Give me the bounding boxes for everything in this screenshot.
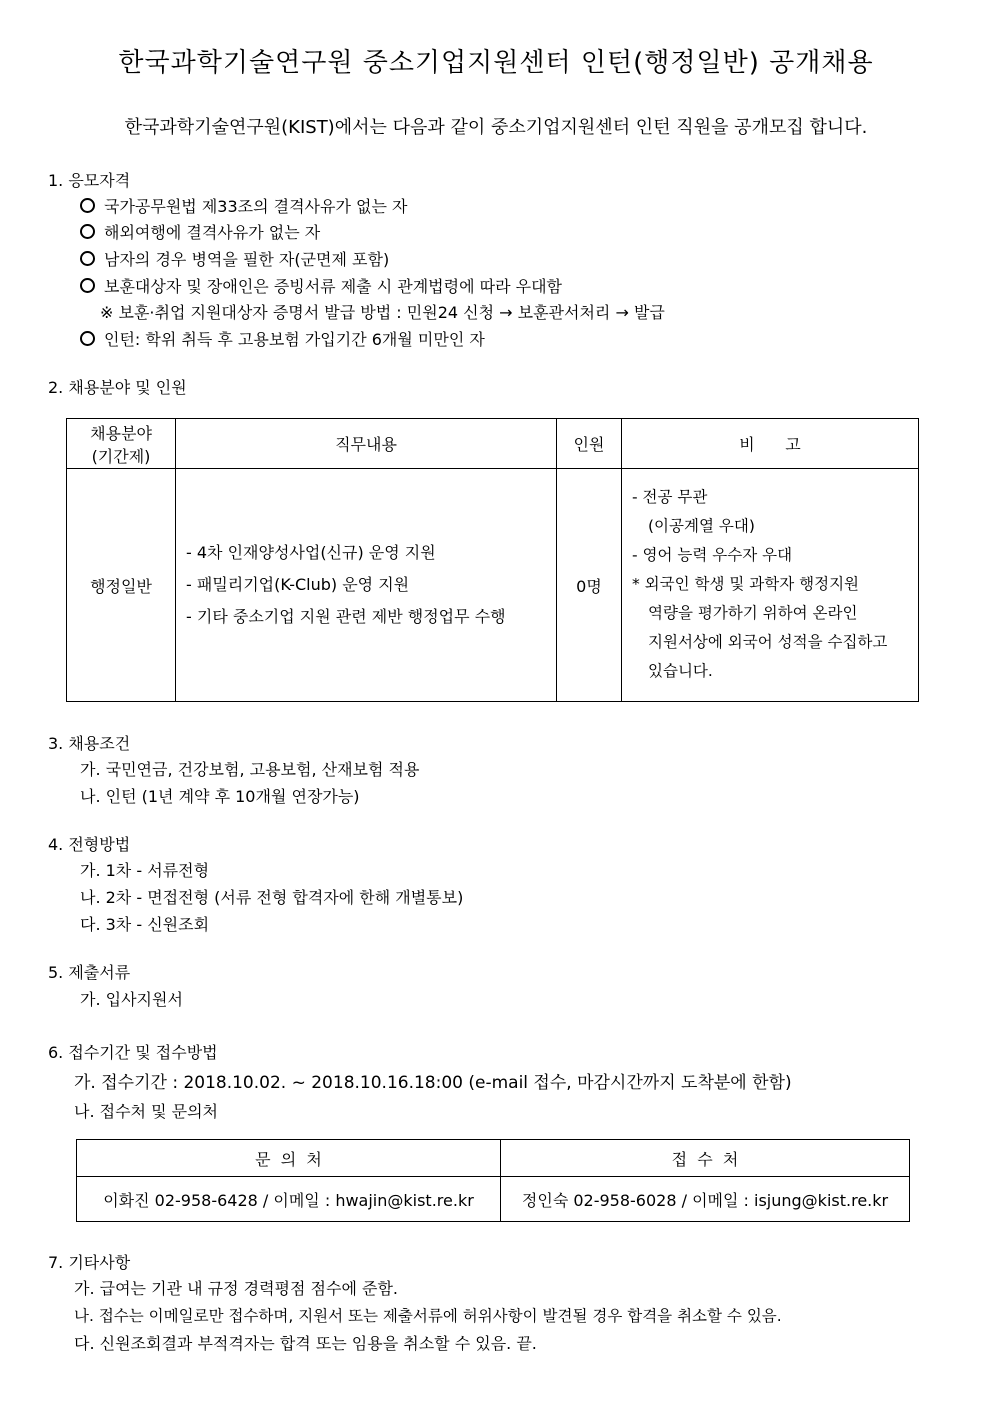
note-item: (이공계열 우대): [648, 517, 755, 535]
duty-item: - 기타 중소기업 지원 관련 제반 행정업무 수행: [186, 607, 506, 626]
misc-item: 가. 급여는 기관 내 규정 경력평점 점수에 준함.: [74, 1279, 398, 1298]
qualification-item: 남자의 경우 병역을 필한 자(군면제 포함): [80, 247, 389, 270]
misc-item: 다. 신원조회결과 부적격자는 합격 또는 임용을 취소할 수 있음. 끝.: [74, 1334, 537, 1353]
qualification-item: 보훈대상자 및 장애인은 증빙서류 제출 시 관계법령에 따라 우대함: [80, 274, 562, 297]
circle-bullet-icon: [80, 251, 95, 266]
section-5-heading: 5. 제출서류: [48, 963, 131, 982]
section-4-heading: 4. 전형방법: [48, 835, 131, 854]
condition-item: 나. 인턴 (1년 계약 후 10개월 연장가능): [80, 787, 360, 806]
section-7-heading: 7. 기타사항: [48, 1253, 131, 1272]
document-item: 가. 입사지원서: [80, 990, 183, 1009]
recruitment-table: [66, 418, 919, 702]
note-item: - 전공 무관: [632, 488, 708, 506]
application-period: 가. 접수기간 : 2018.10.02. ~ 2018.10.16.18:00 (e-mail 접수, 마감시간까지 도착분에 한함): [74, 1073, 792, 1093]
contact-table: [76, 1139, 910, 1222]
circle-bullet-icon: [80, 331, 95, 346]
header-count: 인원: [557, 419, 622, 469]
page-title: 한국과학기술연구원 중소기업지원센터 인턴(행정일반) 공개채용: [118, 48, 874, 78]
process-item: 다. 3차 - 신원조회: [80, 915, 210, 934]
qualification-item: 국가공무원법 제33조의 결격사유가 없는 자: [80, 194, 407, 217]
note-item: * 외국인 학생 및 과학자 행정지원: [632, 575, 860, 593]
note-item: 지원서상에 외국어 성적을 수집하고: [648, 633, 888, 651]
process-item: 가. 1차 - 서류전형: [80, 861, 210, 880]
qualification-item: 인턴: 학위 취득 후 고용보험 가입기간 6개월 미만인 자: [80, 327, 485, 350]
header-notes: 비 고: [622, 419, 919, 469]
intro-text: 한국과학기술연구원(KIST)에서는 다음과 같이 중소기업지원센터 인턴 직원을 공개모집 합니다.: [124, 117, 868, 138]
section-1-heading: 1. 응모자격: [48, 171, 131, 190]
notes-cell: [622, 469, 919, 702]
reception-contact: 정인숙 02-958-6028 / 이메일 : isjung@kist.re.kr: [501, 1177, 910, 1222]
misc-item: 나. 접수는 이메일로만 접수하며, 지원서 또는 제출서류에 허위사항이 발견될 경우 합격을 취소할 수 있음.: [74, 1307, 782, 1325]
header-inquiry: 문 의 처: [77, 1140, 501, 1177]
header-duties: 직무내용: [176, 419, 557, 469]
section-3-heading: 3. 채용조건: [48, 734, 131, 753]
process-item: 나. 2차 - 면접전형 (서류 전형 합격자에 한해 개별통보): [80, 888, 464, 907]
field-cell: 행정일반: [67, 469, 176, 702]
section-2-heading: 2. 채용분야 및 인원: [48, 378, 187, 397]
duties-cell: [176, 469, 557, 702]
contact-label: 나. 접수처 및 문의처: [74, 1102, 218, 1121]
veteran-note: ※ 보훈·취업 지원대상자 증명서 발급 방법 : 민원24 신청 → 보훈관서처리 → 발급: [100, 303, 665, 322]
condition-item: 가. 국민연금, 건강보험, 고용보험, 산재보험 적용: [80, 760, 420, 779]
inquiry-contact: 이화진 02-958-6428 / 이메일 : hwajin@kist.re.kr: [77, 1177, 501, 1222]
circle-bullet-icon: [80, 198, 95, 213]
duty-item: - 4차 인재양성사업(신규) 운영 지원: [186, 543, 436, 562]
qualification-item: 해외여행에 결격사유가 없는 자: [80, 220, 320, 243]
header-field: 채용분야 (기간제): [67, 419, 176, 469]
header-reception: 접 수 처: [501, 1140, 910, 1177]
count-cell: 0명: [557, 469, 622, 702]
note-item: 역량을 평가하기 위하여 온라인: [648, 604, 858, 622]
circle-bullet-icon: [80, 224, 95, 239]
note-item: 있습니다.: [648, 662, 713, 680]
note-item: - 영어 능력 우수자 우대: [632, 546, 793, 564]
duty-item: - 패밀리기업(K-Club) 운영 지원: [186, 575, 410, 594]
section-6-heading: 6. 접수기간 및 접수방법: [48, 1043, 218, 1062]
circle-bullet-icon: [80, 278, 95, 293]
